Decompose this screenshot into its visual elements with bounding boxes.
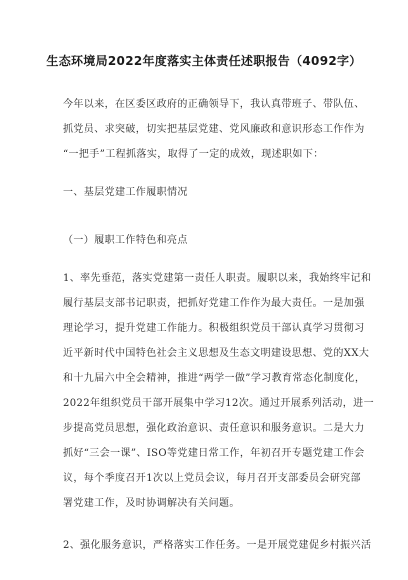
- intro-line-1: 今年以来，在区委区政府的正确领导下，我认真带班子、带队伍、: [63, 99, 365, 110]
- paragraph-line-6: 2022年组织党员干部开展集中学习12次。通过开展系列活动，进一: [63, 398, 374, 409]
- paragraph-line-9: 议，每个季度召开1次以上党员会议，每月召开支部委员会研究部: [63, 473, 361, 484]
- paragraph-line-5: 和十九届六中全会精神，推进“两学一做”学习教育常态化制度化，: [63, 373, 366, 384]
- subsection-heading: （一）履职工作特色和亮点: [63, 235, 188, 246]
- paragraph-line-1: 1、率先垂范，落实党建第一责任人职责。履职以来，我始终牢记和: [63, 273, 372, 284]
- intro-line-2: 抓党员、求突破，切实把基层党建、党风廉政和意识形态工作作为: [63, 124, 365, 135]
- paragraph-line-4: 近平新时代中国特色社会主义思想及生态文明建设思想、党的XX大: [63, 348, 370, 359]
- paragraph-line-7: 步提高党员思想，强化政治意识、责任意识和服务意识。二是大力: [63, 423, 365, 434]
- paragraph-line-3: 理论学习，提升党建工作能力。积极组织党员干部认真学习贯彻习: [63, 323, 365, 334]
- paragraph-line-8: 抓好“三会一课”、ISO等党建日常工作，年初召开专题党建工作会: [63, 448, 365, 459]
- intro-line-3: “一把手”工程抓落实，取得了一定的成效，现述职如下：: [63, 149, 324, 160]
- paragraph-2-line-1: 2、强化服务意识，严格落实工作任务。一是开展党建促乡村振兴活: [63, 540, 372, 551]
- document-title: 生态环境局2022年度落实主体责任述职报告（4092字）: [46, 54, 362, 68]
- paragraph-line-10: 署党建工作，及时协调解决有关问题。: [63, 498, 240, 509]
- section-heading: 一、基层党建工作履职情况: [63, 187, 188, 198]
- paragraph-line-2: 履行基层支部书记职责，把抓好党建工作作为最大责任。一是加强: [63, 298, 365, 309]
